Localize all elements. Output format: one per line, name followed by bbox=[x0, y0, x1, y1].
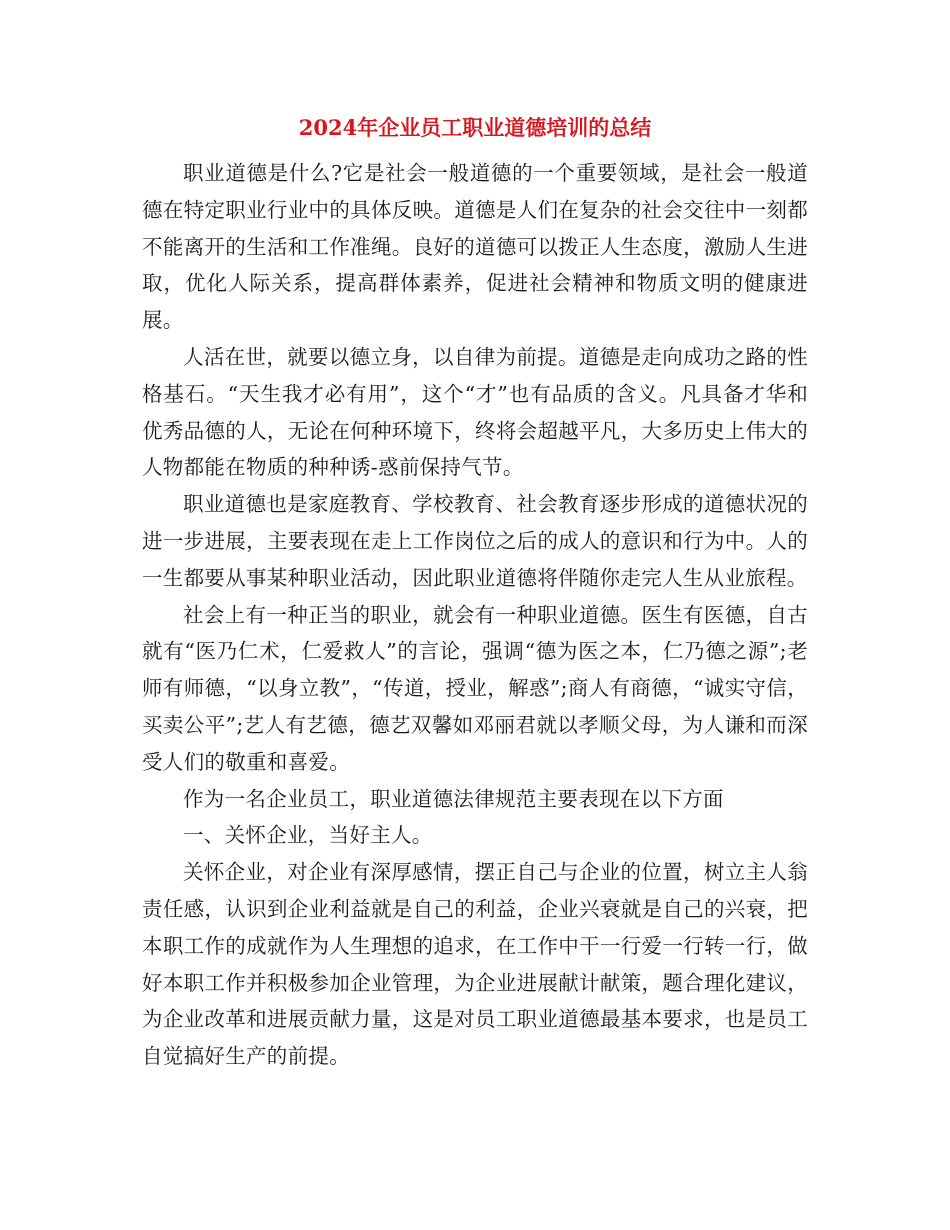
paragraph-education-development: 职业道德也是家庭教育、学校教育、社会教育逐步形成的道德状况的进一步进展，主要表现在走上工作岗位之后的成人的意识和行为中。人的一生都要从事某种职业活动，因此职业道德将伴随你走完人生从业旅程。 bbox=[142, 492, 808, 590]
document-title: 2024年企业员工职业道德培训的总结 bbox=[298, 115, 652, 140]
paragraph-employee-intro: 作为一名企业员工，职业道德法律规范主要表现在以下方面 bbox=[183, 786, 724, 811]
paragraph-what-is-ethics: 职业道德是什么?它是社会一般道德的一个重要领域，是社会一般道德在特定职业行业中的具体反映。道德是人们在复杂的社会交往中一刻都不能离开的生活和工作准绳。良好的道德可以拨正人生态度，激励人生进取，优化人际关系，提高群体素养，促进社会精神和物质文明的健康进展。 bbox=[142, 161, 808, 333]
paragraph-virtue-foundation: 人活在世，就要以德立身，以自律为前提。道德是走向成功之路的性格基石。“天生我才必有用”，这个“才”也有品质的含义。凡具备才华和优秀品德的人，无论在何种环境下，终将会超越平凡，大多历史上伟大的人物都能在物质的种种诱-惑前保持气节。 bbox=[142, 344, 808, 480]
paragraph-care-for-enterprise: 关怀企业，对企业有深厚感情，摆正自己与企业的位置，树立主人翁责任感，认识到企业利益就是自己的利益，企业兴衰就是自己的兴衰，把本职工作的成就作为人生理想的追求，在工作中干一行爱一行转一行，做好本职工作并积极参加企业管理，为企业进展献计献策，题合理化建议，为企业改革和进展贡献力量，这是对员工职业道德最基本要求，也是员工自觉搞好生产的前提。 bbox=[142, 860, 808, 1069]
paragraph-professions-ethics: 社会上有一种正当的职业，就会有一种职业道德。医生有医德，自古就有“医乃仁术，仁爱救人”的言论，强调“德为医之本，仁乃德之源”;老师有师德，“以身立教”，“传道，授业，解惑”;商人有商德，“诚实守信，买卖公平”;艺人有艺德，德艺双馨如邓丽君就以孝顺父母，为人谦和而深受人们的敬重和喜爱。 bbox=[142, 602, 808, 774]
section-heading-care-for-enterprise: 一、关怀企业，当好主人。 bbox=[183, 823, 433, 848]
document-body bbox=[142, 155, 808, 1075]
